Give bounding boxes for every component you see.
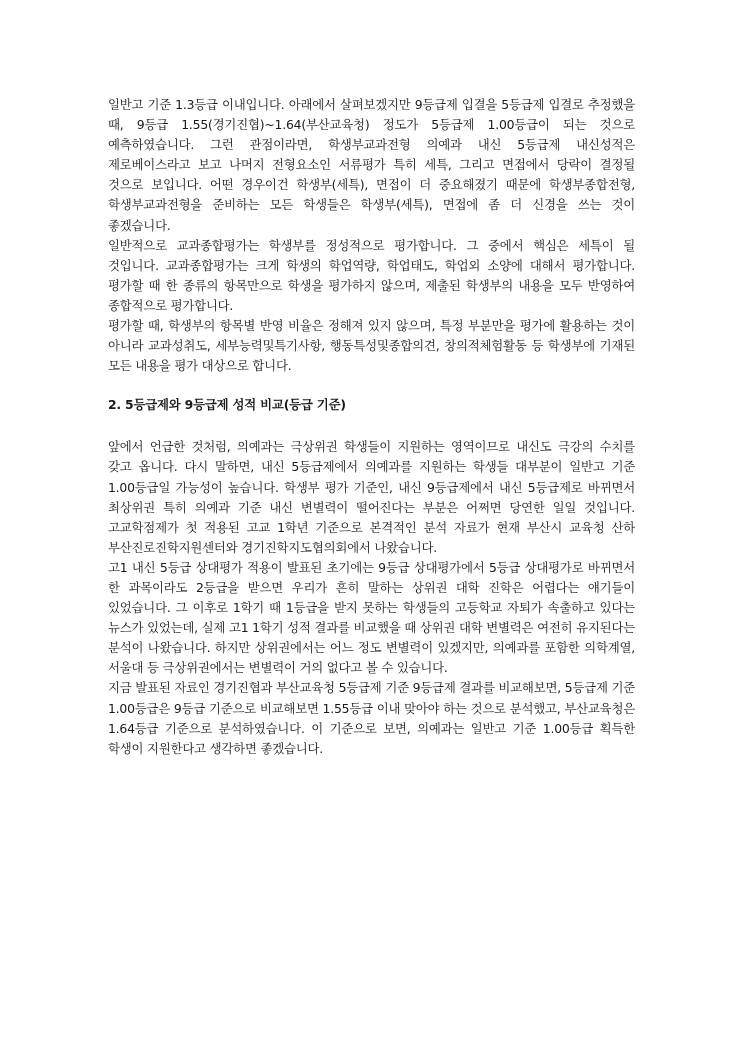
body-paragraph: 고1 내신 5등급 상대평가 적용이 발표된 초기에는 9등급 상대평가에서 5등급 상대평가로 바뀌면서 한 과목이라도 2등급을 받으면 우리가 흔히 말하는 상위권 대학 진학은 어렵다는 얘기들이 있었습니다. 그 이후로 1학기 때 1등급을 받지 못하는 학생들의 고등학교 자퇴가 속출하고 있다는 뉴스가 있었는데, 실제 고1 1학기 성적 결과를 비교했을 때 상위권 대학 변별력은 여전히 유지된다는 분석이 나왔습니다. 하지만 상위권에서는 어느 정도 변별력이 있겠지만, 의예과를 포함한 의학계열, 서울대 등 극상위권에서는 변별력이 거의 없다고 볼 수 있습니다. bbox=[108, 559, 635, 676]
body-paragraph: 앞에서 언급한 것처럼, 의예과는 극상위권 학생들이 지원하는 영역이므로 내신도 극강의 수치를 갖고 옵니다. 다시 말하면, 내신 5등급제에서 의예과를 지원하는 학생들 대부분이 일반고 기준 1.00등급일 가능성이 높습니다. 학생부 평가 기준인, 내신 9등급제에서 내신 5등급제로 바뀌면서 최상위권 특히 의예과 기준 내신 변별력이 떨어진다는 부분은 어쩌면 당연한 일일 것입니다. 고교학점제가 첫 적용된 고교 1학년 기준으로 본격적인 분석 자료가 현재 부산시 교육청 산하 부산진로진학지원센터와 경기진학지도협의회에서 나왔습니다. bbox=[108, 439, 635, 555]
body-paragraph: 평가할 때, 학생부의 항목별 반영 비율은 정해져 있지 않으며, 특정 부분만을 평가에 활용하는 것이 아니라 교과성취도, 세부능력및특기사항, 행동특성및종합의견, 창의적체험활동 등 학생부에 기재된 모든 내용을 평가 대상으로 합니다. bbox=[108, 318, 635, 374]
body-paragraph: 지금 발표된 자료인 경기진협과 부산교육청 5등급제 기준 9등급제 결과를 비교해보면, 5등급제 기준 1.00등급은 9등급 기준으로 비교해보면 1.55등급 이내 맞아야 하는 것으로 분석했고, 부산교육청은 1.64등급 기준으로 분석하였습니다. 이 기준으로 보면, 의예과는 일반고 기준 1.00등급 획득한 학생이 지원한다고 생각하면 좋겠습니다. bbox=[108, 680, 635, 756]
body-paragraph: 일반적으로 교과종합평가는 학생부를 정성적으로 평가합니다. 그 중에서 핵심은 세특이 될 것입니다. 교과종합평가는 크게 학생의 학업역량, 학업태도, 학업외 소양에 대해서 평가합니다. 평가할 때 한 종류의 항목만으로 학생을 평가하지 않으며, 제출된 학생부의 내용을 모두 반영하여 종합적으로 평가합니다. bbox=[108, 237, 635, 313]
body-paragraph: 일반고 기준 1.3등급 이내입니다. 아래에서 살펴보겠지만 9등급제 입결을 5등급제 입결로 추정했을 때, 9등급 1.55(경기진협)~1.64(부산교육청) 정도가 5등급제 1.00등급이 되는 것으로 예측하였습니다. 그런 관점이라면, 학생부교과전형 의예과 내신 5등급제 내신성적은 제로베이스라고 보고 나머지 전형요소인 서류평가 특히 세특, 그리고 면접에서 당락이 결정될 것으로 보입니다. 어떤 경우이건 학생부(세특), 면접이 더 중요해졌기 때문에 학생부종합전형, 학생부교과전형을 준비하는 모든 학생들은 학생부(세특), 면접에 좀 더 신경을 쓰는 것이 좋겠습니다. bbox=[108, 97, 635, 233]
section-heading: 2. 5등급제와 9등급제 성적 비교(등급 기준) bbox=[108, 397, 346, 413]
